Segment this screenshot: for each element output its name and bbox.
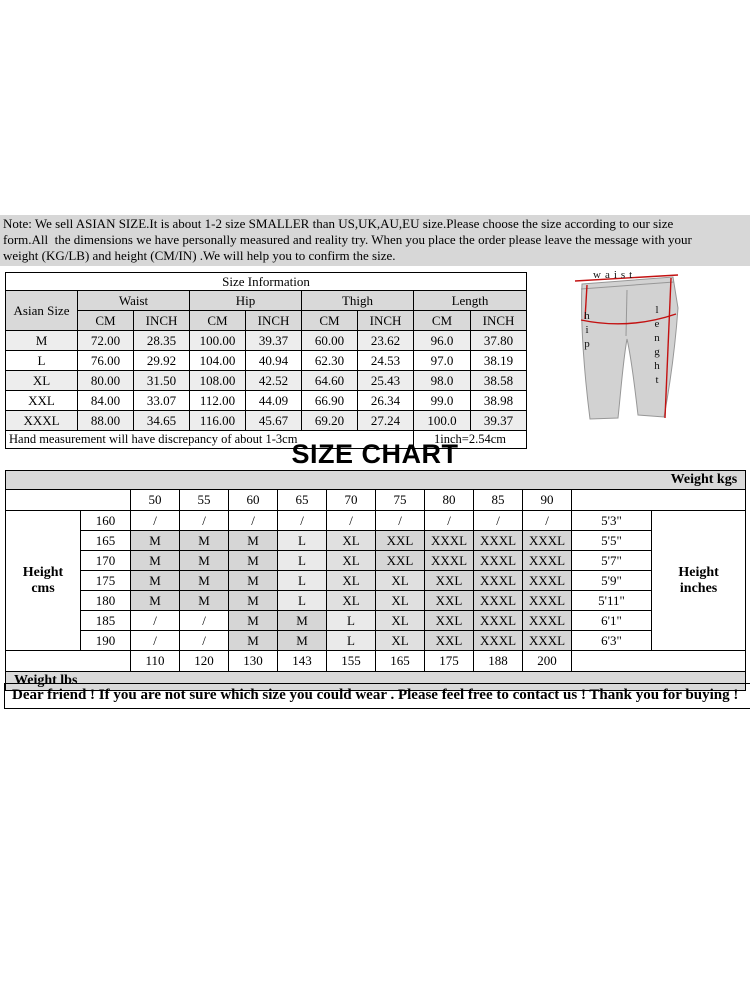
height-in-value: 5'7" [572,551,652,571]
weights-lb-row [6,651,746,672]
size-chart-row [6,551,746,571]
height-inches-label [652,511,746,651]
unit-cm: CM [414,311,471,331]
size-information-table [5,272,527,449]
measure-value: 96.0 [414,331,471,351]
size-cell: XL [376,611,425,631]
measure-value: 39.37 [471,411,527,431]
size-chart-row [6,631,746,651]
size-cell: M [180,571,229,591]
measure-value: 116.00 [190,411,246,431]
size-cell: XXXL [474,611,523,631]
waist-label: waist [593,269,637,281]
unit-cm: CM [302,311,358,331]
seller-note [0,215,750,266]
weight-lb-value: 130 [229,651,278,672]
measure-value: 104.00 [190,351,246,371]
size-info-group-row [6,291,527,311]
size-cell: / [131,631,180,651]
unit-inch: INCH [134,311,190,331]
measure-value: 97.0 [414,351,471,371]
weight-kg-value: 60 [229,490,278,511]
size-label: L [6,351,78,371]
size-cell: L [327,631,376,651]
unit-cm: CM [78,311,134,331]
empty-cell [6,651,131,672]
measure-value: 38.58 [471,371,527,391]
size-cell: M [131,591,180,611]
size-cell: / [180,631,229,651]
weight-kg-value: 50 [131,490,180,511]
size-cell: / [131,511,180,531]
measure-value: 66.90 [302,391,358,411]
size-info-row [6,351,527,371]
inch-conversion-note: 1inch=2.54cm [414,431,527,449]
side-label-word: Height [678,564,719,580]
size-cell: XXL [376,531,425,551]
size-cell: M [229,611,278,631]
size-cell: M [229,591,278,611]
size-cell: XXL [425,571,474,591]
size-cell: M [229,631,278,651]
size-cell: XL [376,571,425,591]
measure-value: 112.00 [190,391,246,411]
size-chart-row [6,511,746,531]
height-cm-value: 180 [81,591,131,611]
size-cell: XL [327,531,376,551]
size-cell: XXXL [425,531,474,551]
height-in-value: 6'3" [572,631,652,651]
weight-kg-value: 65 [278,490,327,511]
size-chart-table [5,470,746,691]
size-cell: M [278,611,327,631]
size-cell: M [180,531,229,551]
size-cell: XXXL [523,591,572,611]
size-cell: XXXL [523,631,572,651]
measure-value: 100.00 [190,331,246,351]
weight-kg-value: 90 [523,490,572,511]
pants-measurement-diagram [525,268,750,436]
size-cell: L [327,611,376,631]
measure-value: 80.00 [78,371,134,391]
size-cell: M [229,551,278,571]
size-cell: / [523,511,572,531]
size-cell: XL [376,631,425,651]
size-cell: / [131,611,180,631]
measure-value: 23.62 [358,331,414,351]
length-label: lenght [651,304,663,388]
unit-inch: INCH [246,311,302,331]
measure-value: 33.07 [134,391,190,411]
size-cell: / [376,511,425,531]
size-info-row [6,371,527,391]
size-cell: XL [376,591,425,611]
measure-value: 37.80 [471,331,527,351]
size-cell: M [229,571,278,591]
length-header: Length [414,291,527,311]
empty-cell [6,490,131,511]
size-label: XL [6,371,78,391]
weights-kg-row [6,490,746,511]
thigh-header: Thigh [302,291,414,311]
unit-cm: CM [190,311,246,331]
measure-value: 69.20 [302,411,358,431]
measure-value: 84.00 [78,391,134,411]
size-cell: XXXL [474,571,523,591]
size-info-row [6,391,527,411]
note-line: Note: We sell ASIAN SIZE.It is about 1-2 size SMALLER than US,UK,AU,EU size.Please choose the size according to our size [3,216,674,231]
size-label: XXL [6,391,78,411]
measure-value: 72.00 [78,331,134,351]
measure-value: 60.00 [302,331,358,351]
pants-sketch [525,268,750,436]
size-cell: XXXL [523,531,572,551]
contact-note: Dear friend ! If you are not sure which size you could wear . Please feel free to contact us ! Thank you for buying ! [4,683,750,709]
weight-kg-value: 75 [376,490,425,511]
size-label: M [6,331,78,351]
size-info-unit-row [6,311,527,331]
measure-value: 76.00 [78,351,134,371]
weight-kgs-bar [6,471,746,490]
size-info-body [6,331,527,431]
size-cell: XXXL [523,551,572,571]
height-in-value: 6'1" [572,611,652,631]
measure-value: 38.98 [471,391,527,411]
hip-header: Hip [190,291,302,311]
size-cell: XXXL [523,611,572,631]
size-cell: XL [327,591,376,611]
hip-label: hip [581,310,593,352]
size-cell: / [180,611,229,631]
size-cell: L [278,591,327,611]
size-cell: XXXL [474,591,523,611]
height-cms-label [6,511,81,651]
weight-lb-value: 155 [327,651,376,672]
measure-value: 31.50 [134,371,190,391]
size-info-title-row [6,273,527,291]
measure-value: 42.52 [246,371,302,391]
asian-size-header: Asian Size [6,291,78,331]
size-chart-body [6,511,746,651]
height-in-value: 5'3" [572,511,652,531]
size-cell: M [180,591,229,611]
size-chart-row [6,611,746,631]
size-cell: XL [327,571,376,591]
weight-lb-value: 143 [278,651,327,672]
size-cell: XXL [376,551,425,571]
measure-value: 40.94 [246,351,302,371]
size-cell: M [229,531,278,551]
pants-outline [582,277,678,419]
measure-value: 44.09 [246,391,302,411]
size-cell: M [131,571,180,591]
height-in-value: 5'5" [572,531,652,551]
weight-lb-value: 110 [131,651,180,672]
size-cell: XXXL [474,551,523,571]
measure-value: 88.00 [78,411,134,431]
height-cm-value: 175 [81,571,131,591]
height-cm-value: 160 [81,511,131,531]
measure-value: 25.43 [358,371,414,391]
size-chart-row [6,571,746,591]
height-in-value: 5'11" [572,591,652,611]
size-cell: XL [327,551,376,571]
weight-lb-value: 175 [425,651,474,672]
weight-lb-value: 120 [180,651,229,672]
height-cm-value: 190 [81,631,131,651]
size-cell: / [278,511,327,531]
waist-header: Waist [78,291,190,311]
measure-value: 38.19 [471,351,527,371]
size-cell: L [278,531,327,551]
note-text [3,216,750,264]
measure-value: 62.30 [302,351,358,371]
weight-lb-value: 165 [376,651,425,672]
weight-lb-value: 200 [523,651,572,672]
measure-value: 28.35 [134,331,190,351]
size-cell: L [278,551,327,571]
height-cm-value: 185 [81,611,131,631]
measure-value: 64.60 [302,371,358,391]
measure-value: 99.0 [414,391,471,411]
empty-cell [572,651,746,672]
size-cell: M [180,551,229,571]
unit-inch: INCH [358,311,414,331]
measure-value: 39.37 [246,331,302,351]
size-label: XXXL [6,411,78,431]
weight-lbs-label: Weight lbs [6,672,746,691]
weight-kg-value: 55 [180,490,229,511]
size-cell: XXL [425,591,474,611]
size-cell: M [278,631,327,651]
size-cell: / [180,511,229,531]
note-line: form.All the dimensions we have personally measured and reality try. When you place the order please leave the message with your [3,232,692,247]
size-cell: XXXL [474,631,523,651]
measure-value: 108.00 [190,371,246,391]
size-cell: L [278,571,327,591]
hand-measurement-note: Hand measurement will have discrepancy of about 1-3cm [6,431,414,449]
size-chart-title: SIZE CHART [291,439,459,469]
measure-value: 100.0 [414,411,471,431]
measure-value: 98.0 [414,371,471,391]
size-info-row [6,411,527,431]
size-chart-row [6,531,746,551]
height-cm-value: 165 [81,531,131,551]
size-chart-row [6,591,746,611]
side-label-word: inches [679,580,718,596]
size-cell: M [131,531,180,551]
weight-kgs-label: Weight kgs [6,471,746,490]
unit-inch: INCH [471,311,527,331]
measure-value: 26.34 [358,391,414,411]
size-cell: / [474,511,523,531]
size-cell: / [425,511,474,531]
size-cell: XXXL [425,551,474,571]
weight-kg-value: 80 [425,490,474,511]
size-cell: / [229,511,278,531]
size-info-title: Size Information [6,273,527,291]
measure-value: 45.67 [246,411,302,431]
height-cm-value: 170 [81,551,131,571]
size-cell: XXL [425,631,474,651]
side-label-word: cms [31,580,55,596]
weight-kg-value: 70 [327,490,376,511]
size-cell: M [131,551,180,571]
weight-kg-value: 85 [474,490,523,511]
size-cell: / [327,511,376,531]
measure-value: 29.92 [134,351,190,371]
empty-cell [572,490,746,511]
weight-lb-value: 188 [474,651,523,672]
size-cell: XXXL [474,531,523,551]
note-line: weight (KG/LB) and height (CM/IN) .We will help you to confirm the size. [3,248,396,263]
size-cell: XXXL [523,571,572,591]
measure-value: 34.65 [134,411,190,431]
side-label-word: Height [22,564,64,580]
measure-value: 27.24 [358,411,414,431]
measure-value: 24.53 [358,351,414,371]
height-in-value: 5'9" [572,571,652,591]
size-info-row [6,331,527,351]
size-cell: XXL [425,611,474,631]
